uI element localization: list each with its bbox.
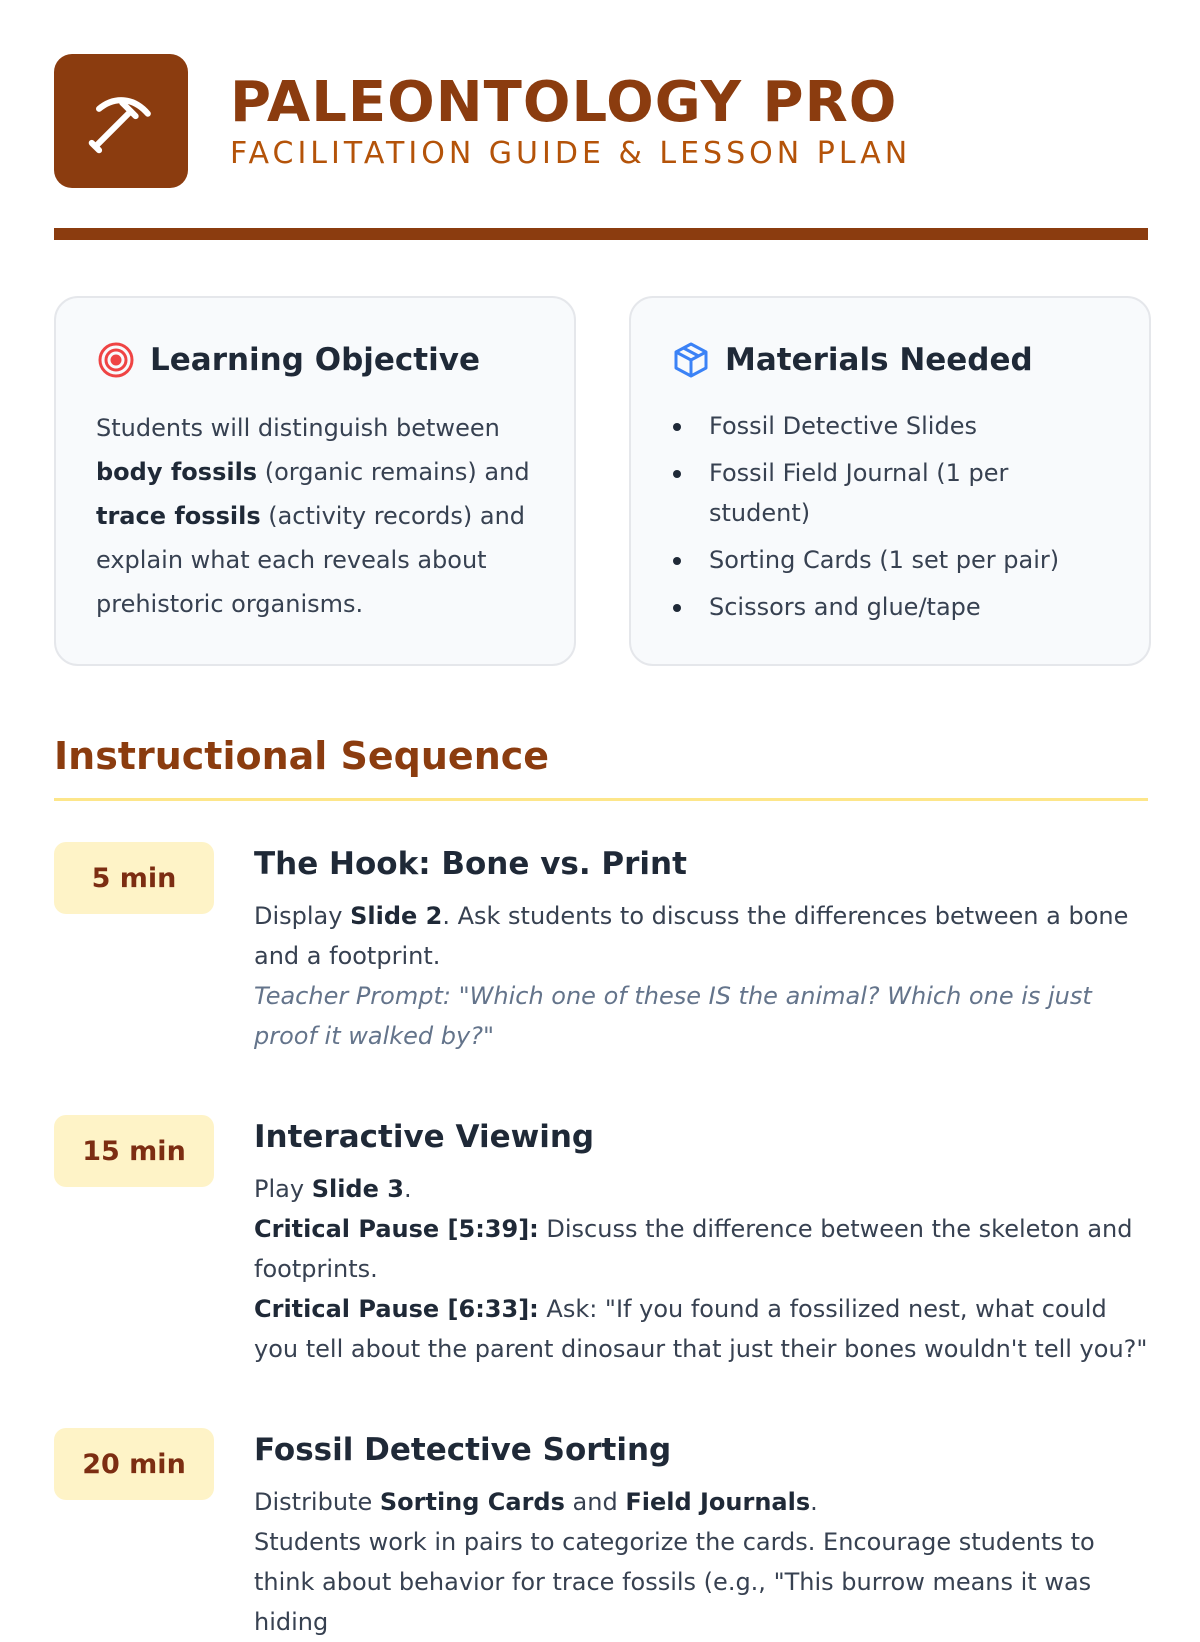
duration-badge: 15 min: [54, 1115, 214, 1187]
pickaxe-icon: [82, 82, 160, 160]
critical-pause-label: Critical Pause [6:33]:: [254, 1295, 539, 1323]
learning-objective-header: [96, 338, 534, 382]
header-divider: [54, 228, 1148, 240]
step-content: [254, 1115, 1148, 1369]
box-icon: [671, 340, 711, 380]
critical-pause-label: Critical Pause [5:39]:: [254, 1215, 539, 1243]
materials-item: Fossil Detective Slides: [671, 406, 1109, 446]
materials-title: Materials Needed: [725, 342, 1033, 378]
materials-list: [671, 406, 1109, 627]
target-icon: [96, 340, 136, 380]
learning-objective-text: Students will distinguish between body fossils (organic remains) and trace fossils (activity records) and explain what each reveals about prehistoric organisms.: [96, 414, 530, 618]
step-text: Play Slide 3. Critical Pause [5:39]: Discuss the difference between the skeleton and footprints. Critical Pause [6:33]: Ask: "If you found a fossilized nest, what could you tell about the parent dinosaur that just their bones wouldn't tell you?": [254, 1175, 1148, 1363]
section-divider: [54, 798, 1148, 801]
materials-item: Scissors and glue/tape: [671, 587, 1109, 627]
section-title: Instructional Sequence: [54, 734, 550, 778]
teacher-prompt: Teacher Prompt: "Which one of these IS the animal? Which one is just proof it walked by?": [254, 982, 1092, 1050]
body-fossils-term: body fossils: [96, 458, 258, 486]
page-header: [54, 54, 1148, 188]
page-subtitle: FACILITATION GUIDE & LESSON PLAN: [230, 136, 912, 171]
materials-header: [671, 338, 1109, 382]
page-title: PALEONTOLOGY PRO: [230, 70, 898, 135]
step-title: Fossil Detective Sorting: [254, 1432, 672, 1468]
materials-item: Fossil Field Journal (1 per student): [671, 453, 1109, 533]
step-title: The Hook: Bone vs. Print: [254, 846, 687, 882]
duration-badge: 5 min: [54, 842, 214, 914]
step-content: [254, 1428, 1148, 1642]
trace-fossils-term: trace fossils: [96, 502, 261, 530]
materials-item: Sorting Cards (1 set per pair): [671, 540, 1109, 580]
materials-card: [629, 296, 1151, 666]
step-text: Distribute Sorting Cards and Field Journals. Students work in pairs to categorize the cards. Encourage students to think about behavior for trace fossils (e.g., "This burrow means it was hiding: [254, 1488, 1095, 1636]
step-content: [254, 842, 1148, 1056]
learning-objective-card: [54, 296, 576, 666]
logo: [54, 54, 188, 188]
step-title: Interactive Viewing: [254, 1119, 595, 1155]
step-text: Display Slide 2. Ask students to discuss the differences between a bone and a footprint. Teacher Prompt: "Which one of these IS the animal? Which one is just proof it walked by?": [254, 902, 1129, 1050]
duration-badge: 20 min: [54, 1428, 214, 1500]
learning-objective-title: Learning Objective: [150, 342, 480, 378]
